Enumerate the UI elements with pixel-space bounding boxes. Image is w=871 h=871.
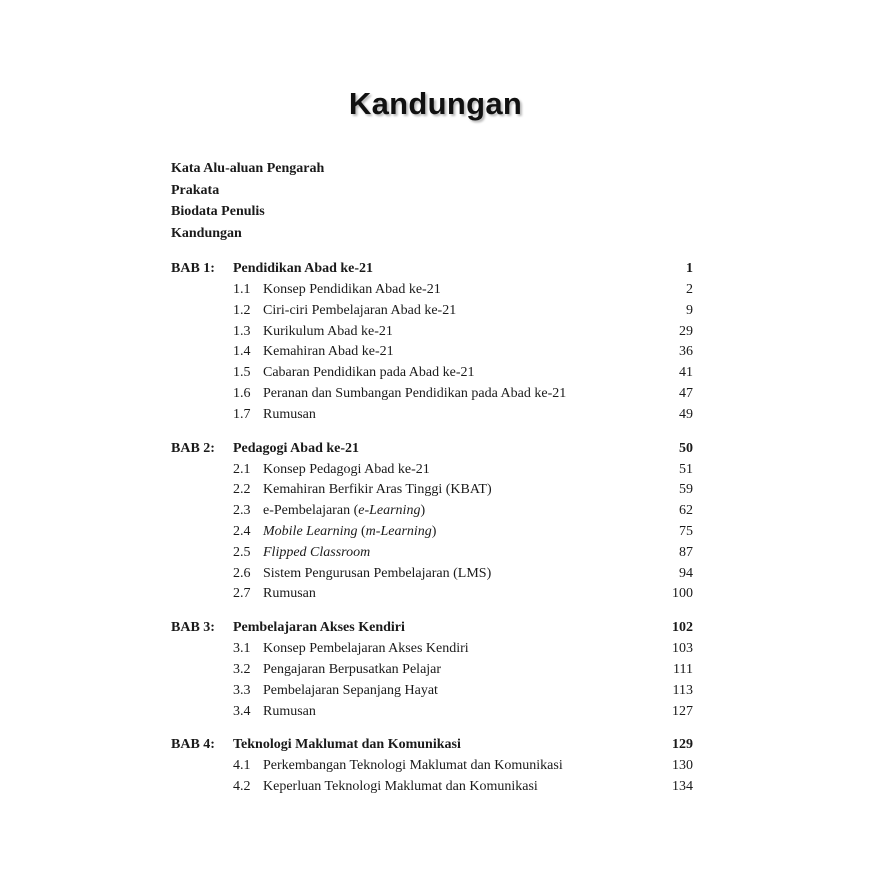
page-title: Kandungan <box>348 86 523 121</box>
page-number: 47 <box>679 385 693 401</box>
section-title-part: ( <box>357 523 366 539</box>
section-number: 2.1 <box>233 461 251 477</box>
chapter-title: Teknologi Maklumat dan Komunikasi <box>233 737 461 753</box>
section-number: 2.3 <box>233 503 251 519</box>
section-title: Pengajaran Berpusatkan Pelajar <box>263 661 442 677</box>
section-number: 4.2 <box>233 779 251 795</box>
page-number: 103 <box>672 641 693 657</box>
section-entry[interactable] <box>171 660 693 681</box>
front-matter-item[interactable]: Kandungan <box>171 225 242 241</box>
front-matter-item[interactable]: Kata Alu-aluan Pengarah <box>171 161 325 176</box>
section-number: 3.1 <box>233 641 251 657</box>
section-title: Pembelajaran Sepanjang Hayat <box>263 682 438 698</box>
section-title: Konsep Pendidikan Abad ke-21 <box>263 282 441 297</box>
page-number: 94 <box>679 565 693 581</box>
chapter-block <box>171 734 693 798</box>
page-number: 62 <box>679 503 693 519</box>
section-number: 1.4 <box>233 344 251 360</box>
section-number: 2.5 <box>233 544 251 560</box>
section-entry[interactable] <box>171 460 693 481</box>
chapter-number: BAB 4: <box>171 737 215 753</box>
section-number: 1.7 <box>233 406 251 422</box>
section-entry[interactable] <box>171 342 693 363</box>
section-number: 2.7 <box>233 586 251 602</box>
chapter-heading[interactable] <box>171 258 693 280</box>
section-entry[interactable] <box>171 405 693 426</box>
chapter-title: Pembelajaran Akses Kendiri <box>233 620 405 636</box>
front-matter-item[interactable]: Prakata <box>171 182 220 198</box>
section-title: Peranan dan Sumbangan Pendidikan pada Abad ke-21 <box>263 385 567 401</box>
section-title: Kurikulum Abad ke-21 <box>263 323 393 339</box>
page-number: 111 <box>673 661 693 677</box>
page-number: 50 <box>679 440 693 456</box>
chapter-number: BAB 3: <box>171 620 215 636</box>
section-number: 2.2 <box>233 482 251 498</box>
section-number: 1.1 <box>233 282 251 297</box>
section-title: Rumusan <box>263 406 316 422</box>
page-number: 102 <box>672 620 693 636</box>
section-title: Rumusan <box>263 703 316 719</box>
section-number: 2.6 <box>233 565 251 581</box>
chapter-block <box>171 438 693 606</box>
section-title: Kemahiran Abad ke-21 <box>263 344 394 360</box>
section-number: 2.4 <box>233 523 251 539</box>
section-title: Rumusan <box>263 586 316 602</box>
page-number: 75 <box>679 523 693 539</box>
section-title-part: ) <box>420 503 426 519</box>
front-matter-list <box>171 158 324 244</box>
chapter-heading[interactable] <box>171 438 693 460</box>
section-entry[interactable] <box>171 301 693 322</box>
section-entry[interactable] <box>171 756 693 777</box>
section-title: Perkembangan Teknologi Maklumat dan Komunikasi <box>263 758 563 774</box>
section-title: Keperluan Teknologi Maklumat dan Komunikasi <box>263 779 538 795</box>
chapter-number: BAB 1: <box>171 261 215 276</box>
front-matter-item[interactable]: Biodata Penulis <box>171 204 265 219</box>
page-number: 129 <box>672 737 693 753</box>
section-title-part: e-Pembelajaran ( <box>263 503 359 519</box>
section-number: 4.1 <box>233 758 251 774</box>
section-entry[interactable] <box>171 564 693 585</box>
section-entry[interactable] <box>171 280 693 301</box>
page-number: 41 <box>679 365 693 381</box>
page-number: 49 <box>679 406 693 422</box>
section-entry[interactable] <box>171 501 693 522</box>
section-title: Ciri-ciri Pembelajaran Abad ke-21 <box>263 302 457 318</box>
chapter-heading[interactable] <box>171 734 693 756</box>
chapter-title: Pedagogi Abad ke-21 <box>233 440 360 456</box>
section-title: Flipped Classroom <box>263 544 371 560</box>
page-number: 130 <box>672 758 693 774</box>
section-title <box>263 501 643 522</box>
page-number: 127 <box>672 703 693 719</box>
page-number: 2 <box>686 282 693 297</box>
section-entry[interactable] <box>171 777 693 798</box>
page-number: 36 <box>679 344 693 360</box>
section-title: Konsep Pedagogi Abad ke-21 <box>263 461 430 477</box>
section-title-italic: Mobile Learning <box>263 523 358 539</box>
section-entry[interactable] <box>171 702 693 723</box>
section-number: 3.3 <box>233 682 251 698</box>
section-number: 1.6 <box>233 385 251 401</box>
section-number: 3.2 <box>233 661 251 677</box>
section-entry[interactable] <box>171 584 693 605</box>
section-entry[interactable] <box>171 639 693 660</box>
chapter-block <box>171 617 693 722</box>
section-number: 1.2 <box>233 302 251 318</box>
page-number: 59 <box>679 482 693 498</box>
section-title-italic: e-Learning <box>358 503 421 519</box>
section-entry[interactable] <box>171 322 693 343</box>
section-title-italic: m-Learning <box>365 523 432 539</box>
section-title: Konsep Pembelajaran Akses Kendiri <box>263 641 469 657</box>
page-number: 113 <box>672 682 693 698</box>
section-title: Cabaran Pendidikan pada Abad ke-21 <box>263 365 475 381</box>
section-title-part: ) <box>431 523 437 539</box>
section-entry[interactable] <box>171 363 693 384</box>
page-number: 87 <box>679 544 693 560</box>
page-number: 29 <box>679 323 693 339</box>
section-entry[interactable] <box>171 681 693 702</box>
section-title: Kemahiran Berfikir Aras Tinggi (KBAT) <box>263 482 492 498</box>
page-number: 134 <box>672 779 693 795</box>
page-number: 51 <box>679 461 693 477</box>
table-of-contents <box>171 258 693 810</box>
section-entry[interactable] <box>171 522 693 543</box>
section-title: Sistem Pengurusan Pembelajaran (LMS) <box>263 565 492 581</box>
page-number: 1 <box>686 261 693 276</box>
section-title <box>263 522 643 543</box>
chapter-block <box>171 258 693 426</box>
section-entry[interactable] <box>171 384 693 405</box>
chapter-heading[interactable] <box>171 617 693 639</box>
chapter-number: BAB 2: <box>171 440 215 456</box>
section-number: 1.5 <box>233 365 251 381</box>
page-number: 9 <box>686 302 693 318</box>
section-number: 3.4 <box>233 703 251 719</box>
chapter-title: Pendidikan Abad ke-21 <box>233 261 374 276</box>
section-number: 1.3 <box>233 323 251 339</box>
page-number: 100 <box>672 586 693 602</box>
section-entry[interactable] <box>171 480 693 501</box>
section-entry[interactable] <box>171 543 693 564</box>
